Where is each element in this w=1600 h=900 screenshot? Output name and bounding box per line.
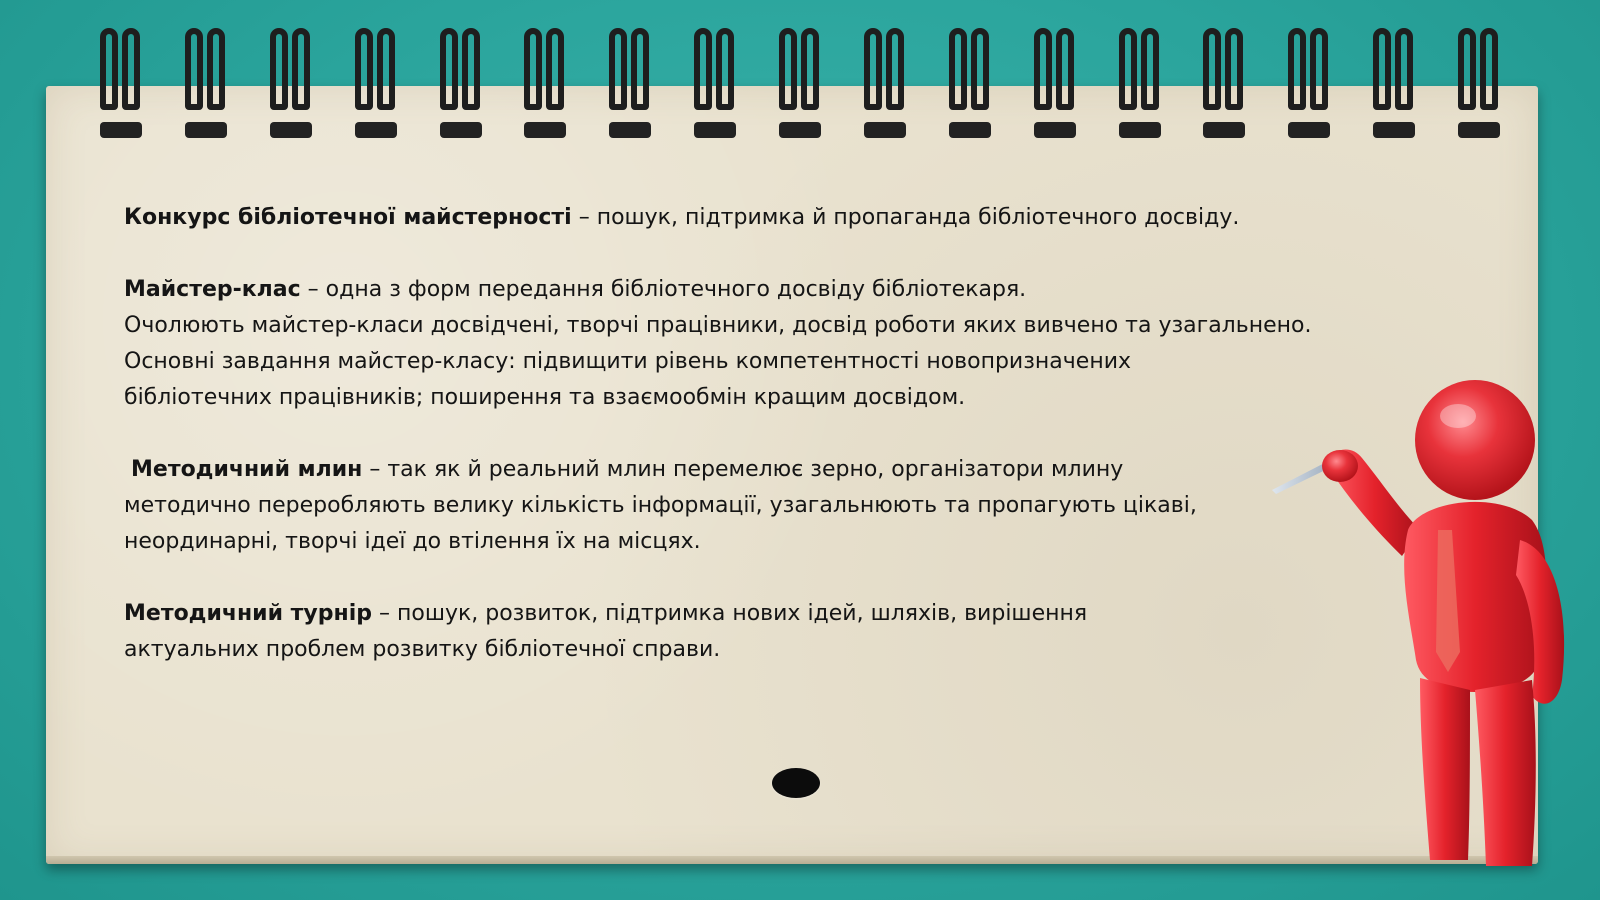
spiral-ring: [1115, 18, 1167, 142]
spiral-ring: [1454, 18, 1506, 142]
text-line: [124, 452, 1424, 488]
definition-text: – пошук, підтримка й пропаганда бібліотечного досвіду.: [571, 205, 1240, 230]
red-presenter-figure-icon: [1270, 380, 1600, 880]
definition-term: Конкурс бібліотечної майстерності: [124, 205, 572, 230]
spiral-ring: [1284, 18, 1336, 142]
definition-term: Методичний млин: [131, 457, 363, 482]
text-line: бібліотечних працівників; поширення та взаємообмін кращим досвідом.: [124, 385, 966, 410]
spiral-ring: [351, 18, 403, 142]
text-line: актуальних проблем розвитку бібліотечної справи.: [124, 637, 721, 662]
slide-body-text: [124, 200, 1424, 704]
text-line: [124, 200, 1424, 236]
text-line: Основні завдання майстер-класу: підвищити рівень компетентності новопризначених: [124, 349, 1132, 374]
definition-text: – так як й реальний млин перемелює зерно, організатори млину: [362, 457, 1124, 482]
text-line: неординарні, творчі ідеї до втілення їх на місцях.: [124, 529, 701, 554]
spiral-ring: [945, 18, 997, 142]
definition-paragraph: [124, 200, 1424, 236]
spiral-ring: [690, 18, 742, 142]
spiral-ring: [605, 18, 657, 142]
spiral-ring: [266, 18, 318, 142]
definition-text: – пошук, розвиток, підтримка нових ідей, шляхів, вирішення: [371, 601, 1088, 626]
spiral-ring: [436, 18, 488, 142]
spiral-binding-icon: [96, 18, 1506, 142]
definition-term: Методичний турнір: [124, 601, 372, 626]
text-line: [124, 272, 1424, 308]
spiral-ring: [1030, 18, 1082, 142]
spiral-ring: [1369, 18, 1421, 142]
spiral-ring: [181, 18, 233, 142]
text-line: [124, 596, 1424, 632]
spiral-ring: [1199, 18, 1251, 142]
text-line: методично переробляють велику кількість інформації, узагальнюють та пропагують цікаві,: [124, 493, 1197, 518]
definition-paragraph: [124, 596, 1424, 668]
definition-term: Майстер-клас: [124, 277, 301, 302]
text-line: Очолюють майстер-класи досвідчені, творчі працівники, досвід роботи яких вивчено та узагальнено.: [124, 313, 1312, 338]
definition-paragraph: [124, 452, 1424, 560]
definition-text: – одна з форм передання бібліотечного досвіду бібліотекаря.: [300, 277, 1027, 302]
spiral-ring: [520, 18, 572, 142]
spiral-ring: [775, 18, 827, 142]
notepad-hole: [772, 768, 820, 798]
definition-paragraph: [124, 272, 1424, 416]
spiral-ring: [96, 18, 148, 142]
spiral-ring: [860, 18, 912, 142]
